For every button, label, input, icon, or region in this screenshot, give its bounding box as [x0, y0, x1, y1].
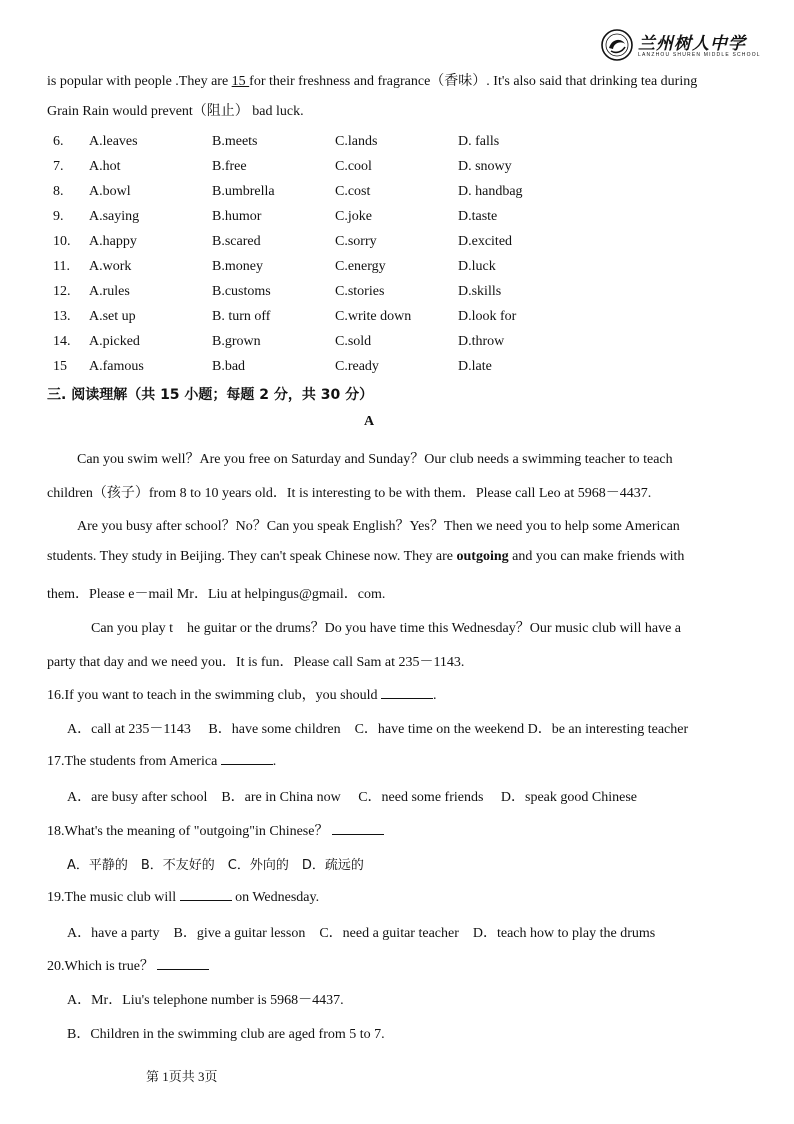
question-number: 10. [53, 234, 71, 249]
question-18 [47, 820, 384, 840]
option-b: B.bad [212, 359, 246, 374]
question-19-options: A．have a party B．give a guitar lesson C．need a guitar teacher D．teach how to play the drums [67, 926, 656, 941]
question-number: 12. [53, 284, 71, 299]
option-b: B.customs [212, 284, 271, 299]
passage-label: A [364, 414, 375, 429]
option-a: A.leaves [89, 134, 138, 149]
question-number: 9. [53, 209, 64, 224]
option-d: D. snowy [458, 159, 512, 174]
option-b: B.free [212, 159, 247, 174]
option-a: A.happy [89, 234, 137, 249]
passage-text: and you can make friends with [508, 549, 685, 564]
option-a: A.set up [89, 309, 136, 324]
question-number: 14. [53, 334, 71, 349]
passage-line [47, 549, 684, 565]
option-c: C.joke [335, 209, 372, 224]
question-17-options: A．are busy after school B．are in China now C．need some friends D．speak good Chinese [67, 790, 637, 805]
option-c: C.write down [335, 309, 412, 324]
option-d: D.luck [458, 259, 496, 274]
option-d: D.excited [458, 234, 513, 249]
answer-blank [332, 822, 384, 835]
option-b: B.grown [212, 334, 261, 349]
passage-line: them．Please e－mail Mr．Liu at helpingus@gmail．com. [47, 587, 386, 602]
option-d: D.taste [458, 209, 498, 224]
option-c: C.energy [335, 259, 386, 274]
option-b: B.umbrella [212, 184, 275, 199]
question-20 [47, 955, 209, 975]
option-a: A.hot [89, 159, 121, 174]
option-a: A.bowl [89, 184, 131, 199]
page-number: 第 1页共 3页 [146, 1069, 218, 1084]
option-b: B.money [212, 259, 263, 274]
option-a: A.picked [89, 334, 140, 349]
question-stem: 16.If you want to teach in the swimming club，you should [47, 688, 378, 703]
option-c: C.cost [335, 184, 371, 199]
intro-text: for their freshness and fragrance（香味）. It's also said that drinking tea during [249, 74, 698, 89]
option-b: B.scared [212, 234, 261, 249]
passage-line: Can you swim well？Are you free on Saturday and Sunday？Our club needs a swimming teacher to teach [77, 452, 673, 467]
passage-line: Can you play t he guitar or the drums？Do you have time this Wednesday？Our music club will have a [91, 621, 681, 636]
question-stem: 17.The students from America [47, 754, 218, 769]
intro-text: is popular with people .They are [47, 74, 232, 89]
option-c: C.lands [335, 134, 378, 149]
answer-blank [180, 888, 232, 901]
question-number: 8. [53, 184, 64, 199]
question-stem: 19.The music club will [47, 890, 177, 905]
option-d: D.look for [458, 309, 517, 324]
question-number: 11. [53, 259, 70, 274]
option-a: A.famous [89, 359, 144, 374]
school-name: 兰州树人中学 [638, 34, 746, 54]
school-logo [600, 28, 760, 64]
option-a: A.saying [89, 209, 140, 224]
answer-blank [381, 686, 433, 699]
option-d: D. handbag [458, 184, 523, 199]
intro-blank-15: 15 [231, 74, 250, 89]
question-19 [47, 888, 319, 906]
passage-line: children（孩子）from 8 to 10 years old．It is interesting to be with them．Please call Leo at 5968－4437. [47, 486, 652, 501]
question-16-options: A．call at 235－1143 B．have some children C．have time on the weekend D．be an interesting teacher [67, 722, 689, 737]
question-18-options: A．平静的 B．不友好的 C．外向的 D．疏远的 [67, 858, 364, 873]
option-d: D.throw [458, 334, 505, 349]
question-17: 17.The students from America . [47, 754, 277, 769]
question-stem: on Wednesday. [235, 890, 320, 905]
option-b: B. turn off [212, 309, 271, 324]
school-name-en: LANZHOU SHUREN MIDDLE SCHOOL [638, 52, 761, 58]
option-d: D.late [458, 359, 492, 374]
question-number: 6. [53, 134, 64, 149]
option-c: C.stories [335, 284, 385, 299]
school-seal-icon [600, 28, 634, 62]
question-number: 13. [53, 309, 71, 324]
option-c: C.ready [335, 359, 379, 374]
option-b: B.humor [212, 209, 262, 224]
passage-line: Are you busy after school？No？Can you speak English？Yes？Then we need you to help some American [77, 519, 680, 534]
question-20-option-a: A．Mr．Liu's telephone number is 5968－4437. [67, 993, 344, 1008]
question-16: 16.If you want to teach in the swimming club，you should . [47, 688, 437, 703]
option-d: D.skills [458, 284, 502, 299]
passage-text: students. They study in Beijing. They can't speak Chinese now. They are [47, 549, 457, 564]
answer-blank [221, 752, 273, 765]
answer-blank [157, 957, 209, 970]
option-d: D. falls [458, 134, 500, 149]
question-number: 15 [53, 359, 67, 374]
intro-line-1 [47, 70, 697, 90]
keyword-outgoing: outgoing [456, 549, 509, 564]
option-a: A.work [89, 259, 132, 274]
passage-line: party that day and we need you．It is fun．Please call Sam at 235－1143. [47, 655, 465, 670]
question-number: 7. [53, 159, 64, 174]
option-a: A.rules [89, 284, 130, 299]
option-c: C.sorry [335, 234, 377, 249]
question-20-option-b: B．Children in the swimming club are aged from 5 to 7. [67, 1027, 385, 1042]
section-heading: 三. 阅读理解（共 15 小题；每题 2 分，共 30 分） [47, 387, 374, 403]
intro-line-2: Grain Rain would prevent（阻止） bad luck. [47, 104, 304, 119]
option-b: B.meets [212, 134, 258, 149]
question-stem: 20.Which is true？ [47, 959, 154, 974]
question-stem: 18.What's the meaning of "outgoing"in Chinese？ [47, 824, 329, 839]
option-c: C.cool [335, 159, 372, 174]
option-c: C.sold [335, 334, 372, 349]
